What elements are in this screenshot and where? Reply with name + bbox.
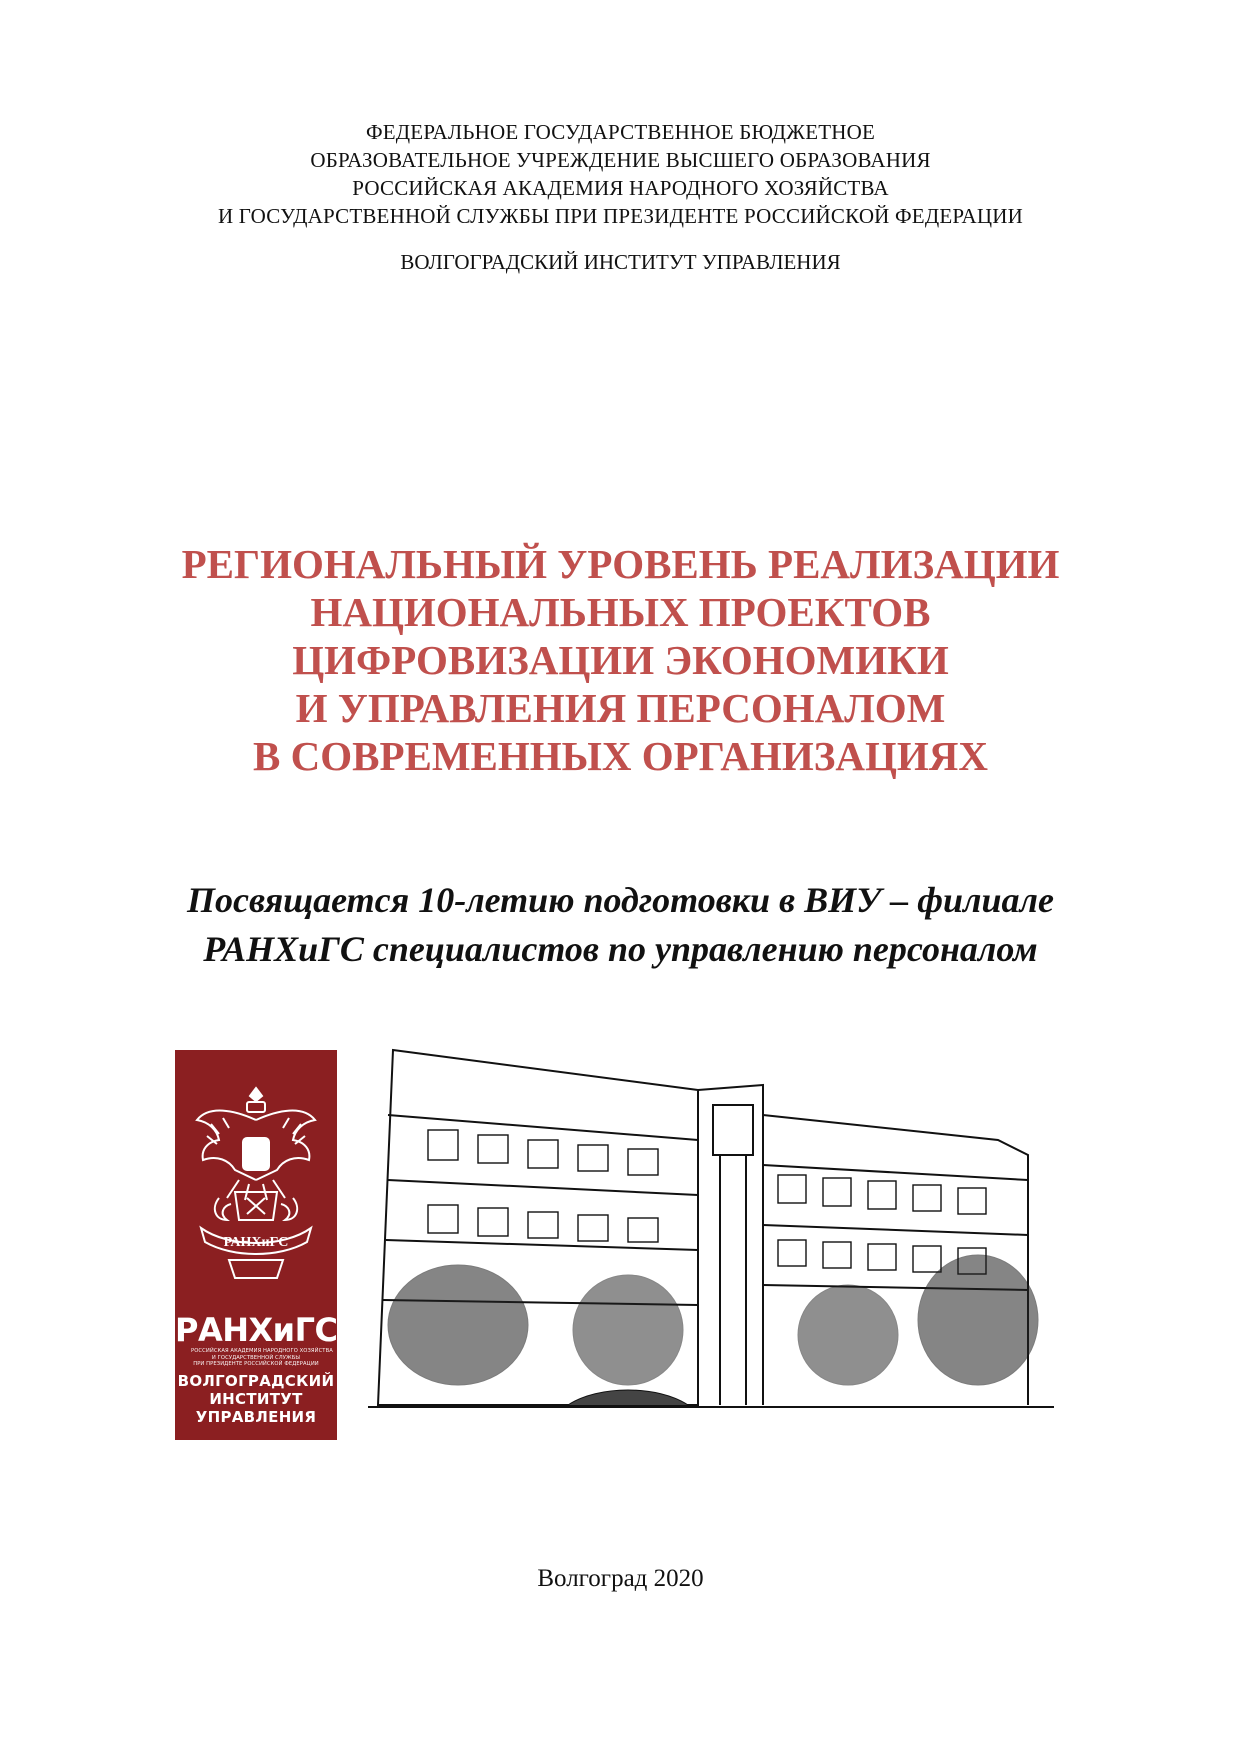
logo-abbreviation: РАНХиГС xyxy=(175,1311,337,1349)
dedication-line: РАНХиГС специалистов по управлению персоналом xyxy=(203,929,1038,969)
city-year: Волгоград 2020 xyxy=(537,1565,704,1592)
logo-institute-line: УПРАВЛЕНИЯ xyxy=(195,1408,317,1426)
header-line: ФЕДЕРАЛЬНОЕ ГОСУДАРСТВЕННОЕ БЮДЖЕТНОЕ xyxy=(365,120,876,144)
logo-institute-name xyxy=(175,1372,337,1426)
header-line: И ГОСУДАРСТВЕННОЙ СЛУЖБЫ ПРИ ПРЕЗИДЕНТЕ РОССИЙСКОЙ ФЕДЕРАЦИИ xyxy=(217,204,1024,228)
logo-full-name-line: ПРИ ПРЕЗИДЕНТЕ РОССИЙСКОЙ ФЕДЕРАЦИИ xyxy=(193,1361,319,1367)
dedication-line: Посвящается 10-летию подготовки в ВИУ – филиале xyxy=(187,880,1054,920)
title-line: И УПРАВЛЕНИЯ ПЕРСОНАЛОМ xyxy=(295,685,946,731)
title-line: ЦИФРОВИЗАЦИИ ЭКОНОМИКИ xyxy=(292,637,949,683)
header-line: ОБРАЗОВАТЕЛЬНОЕ УЧРЕЖДЕНИЕ ВЫСШЕГО ОБРАЗОВАНИЯ xyxy=(310,148,931,172)
logo-institute-line: ИНСТИТУТ xyxy=(209,1390,303,1408)
title-line: РЕГИОНАЛЬНЫЙ УРОВЕНЬ РЕАЛИЗАЦИИ xyxy=(181,541,1060,587)
ranepa-logo xyxy=(175,1050,337,1440)
logo-ribbon-text: РАНХиГС xyxy=(223,1235,289,1250)
title-line: В СОВРЕМЕННЫХ ОРГАНИЗАЦИЯХ xyxy=(253,733,988,779)
publisher-header xyxy=(0,118,1241,230)
logo-institute-line: ВОЛГОГРАДСКИЙ xyxy=(177,1372,335,1390)
title-line: НАЦИОНАЛЬНЫХ ПРОЕКТОВ xyxy=(310,589,931,635)
document-title xyxy=(0,540,1241,780)
header-line: РОССИЙСКАЯ АКАДЕМИЯ НАРОДНОГО ХОЗЯЙСТВА xyxy=(352,176,889,200)
logo-full-name-line: И ГОСУДАРСТВЕННОЙ СЛУЖБЫ xyxy=(211,1354,301,1361)
institute-name: ВОЛГОГРАДСКИЙ ИНСТИТУТ УПРАВЛЕНИЯ xyxy=(400,250,841,274)
institute-building-sketch-icon xyxy=(368,1045,1054,1440)
logo-full-name xyxy=(191,1348,333,1368)
dedication-subtitle xyxy=(0,876,1241,974)
double-headed-eagle-emblem-icon xyxy=(189,1080,323,1305)
logo-full-name-line: РОССИЙСКАЯ АКАДЕМИЯ НАРОДНОГО ХОЗЯЙСТВА xyxy=(191,1348,333,1354)
